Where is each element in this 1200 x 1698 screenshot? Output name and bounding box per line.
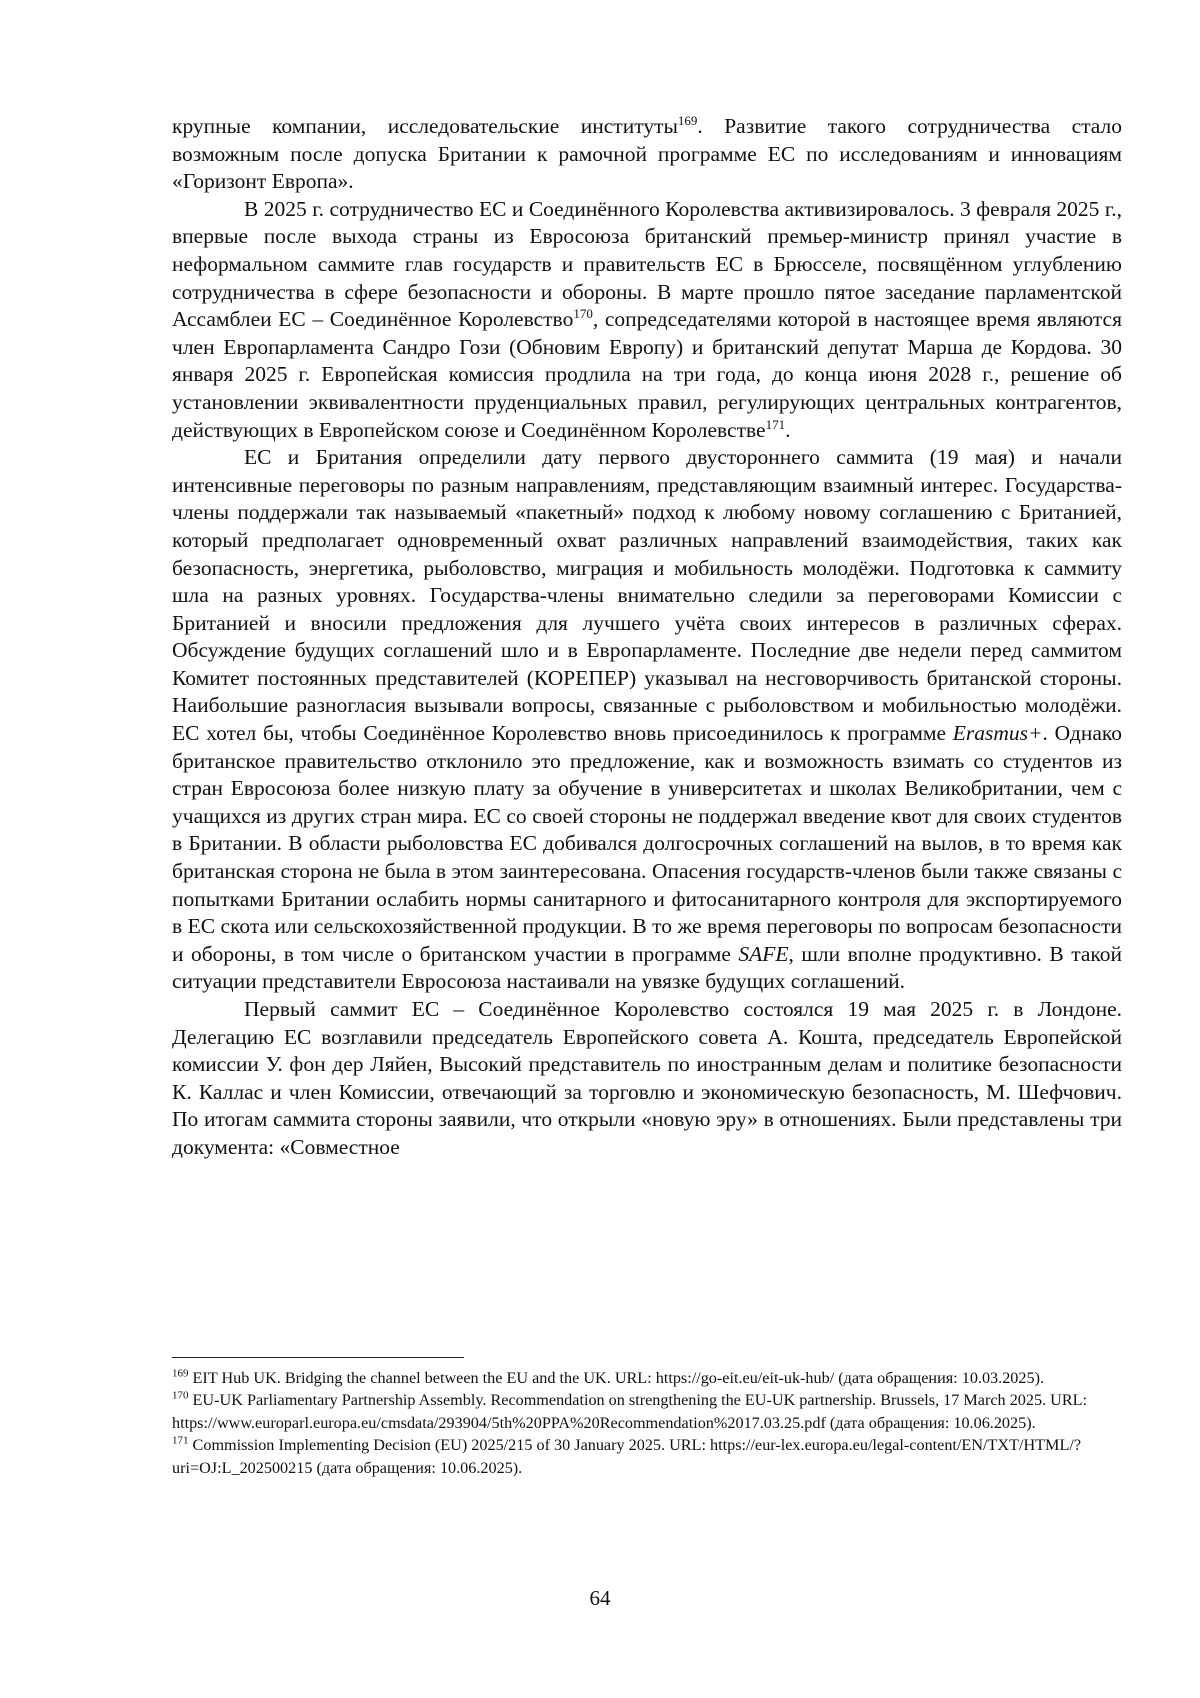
footnote-text: Commission Implementing Decision (EU) 2025/215 of 30 January 2025. URL: https://eur-lex.europa.eu/legal-content/EN/TXT/HTML/?uri=OJ:L_202500215 (дата обращения: 10.06.2025).	[172, 1436, 1082, 1477]
paragraph-2	[172, 196, 1122, 444]
footnote-number: 170	[172, 1390, 189, 1403]
footnote-171	[172, 1434, 1122, 1479]
paragraph-2-text-b: , сопредседателями которой в настоящее время являются член Европарламента Сандро Гози (Обновим Европу) и британский депутат Марша де Кордова. 30 января 2025 г. Европейская комиссия продлила на три года, до конца июня 2028 г., решение об установлении эквивалентности пруденциальных правил, регулирующих центральных контрагентов, действующих в Европейском союзе и Соединённом Королевстве	[172, 307, 1122, 442]
page-number: 64	[589, 1586, 611, 1610]
footnote-text: EIT Hub UK. Bridging the channel between the EU and the UK. URL: https://go-eit.eu/eit-uk-hub/ (дата обращения: 10.03.2025).	[188, 1369, 1045, 1387]
paragraph-1-text-a: крупные компании, исследовательские институты	[172, 114, 678, 138]
footnote-ref-169[interactable]: 169	[677, 112, 698, 128]
paragraph-2-text-a: В 2025 г. сотрудничество ЕС и Соединённого Королевства активизировалось. 3 февраля 2025 г., впервые после выхода страны из Евросоюза британский премьер-министр принял участие в неформальном саммите глав государств и правительств ЕС в Брюсселе, посвящённом углублению сотрудничества в сфере безопасности и обороны. В марте прошло пятое заседание парламентской Ассамблеи ЕС – Соединённое Королевство	[172, 196, 1122, 332]
footnote-number: 169	[172, 1367, 189, 1380]
footnote-ref-171[interactable]: 171	[765, 416, 786, 432]
paragraph-3	[172, 444, 1122, 996]
footnote-number: 171	[172, 1434, 189, 1447]
paragraph-3-text-b: . Однако британское правительство отклонило это предложение, как и возможность взимать со студентов из стран Евросоюза более низкую плату за обучение в университетах и школах Великобритании, чем с учащихся из других стран мира. ЕС со своей стороны не поддержал введение квот для своих студентов в Британии. В области рыболовства ЕС добивался долгосрочных соглашений на вылов, в то время как британская сторона не была в этом заинтересована. Опасения государств-членов были также связаны с попытками Британии ослабить нормы санитарного и фитосанитарного контроля для экспортируемого в ЕС скота или сельскохозяйственной продукции. В то же время переговоры по вопросам безопасности и обороны, в том числе о британском участии в программе	[172, 721, 1122, 966]
paragraph-2-text-c: .	[785, 417, 791, 442]
paragraph-1	[172, 113, 1122, 196]
paragraph-4-text-a: Первый саммит ЕС – Соединённое Королевство состоялся 19 мая 2025 г. в Лондоне. Делегацию ЕС возглавили председатель Европейского совета А. Кошта, председатель Европейской комиссии У. фон дер Ляйен, Высокий представитель по иностранным делам и политике безопасности К. Каллас и член Комиссии, отвечающий за торговлю и экономическую безопасность, М. Шефчович. По итогам саммита стороны заявили, что открыли «новую эру» в отношениях. Были представлены три документа: «Совместное	[172, 997, 1122, 1159]
footnote-169	[172, 1367, 1122, 1389]
footnotes	[172, 1367, 1122, 1479]
footnote-text: EU-UK Parliamentary Partnership Assembly. Recommendation on strengthening the EU-UK partnership. Brussels, 17 March 2025. URL: https://www.europarl.europa.eu/cmsdata/293904/5th%20PPA%20Recommendation%2017.03.25.pdf (дата обращения: 10.06.2025).	[172, 1391, 1088, 1432]
footnote-170	[172, 1389, 1122, 1434]
paragraph-3-text-a: ЕС и Британия определили дату первого двустороннего саммита (19 мая) и начали интенсивные переговоры по разным направлениям, представляющим взаимный интерес. Государства-члены поддержали так называемый «пакетный» подход к любому новому соглашению с Британией, который предполагает одновременный охват различных направлений взаимодействия, таких как безопасность, энергетика, рыболовство, миграция и мобильность молодёжи. Подготовка к саммиту шла на разных уровнях. Государства-члены внимательно следили за переговорами Комиссии с Британией и вносили предложения для лучшего учёта своих интересов в различных сферах. Обсуждение будущих соглашений шло и в Европарламенте. Последние две недели перед саммитом Комитет постоянных представителей (КОРЕПЕР) указывал на несговорчивость британской стороны. Наибольшие разногласия вызывали вопросы, связанные с рыболовством и мобильностью молодёжи. ЕС хотел бы, чтобы Соединённое Королевство вновь присоединилось к программе	[172, 445, 1122, 746]
footnote-ref-170[interactable]: 170	[573, 306, 593, 321]
erasmus-program-name: Erasmus+	[952, 721, 1043, 746]
footnote-separator	[172, 1357, 464, 1358]
safe-program-name: SAFE	[738, 941, 789, 966]
document-body	[172, 113, 1122, 1162]
paragraph-3-text-c: , шли вполне продуктивно. В такой ситуации представители Евросоюза настаивали на увязке будущих соглашений.	[172, 941, 1123, 994]
paragraph-4	[172, 996, 1122, 1162]
paragraph-1-text-b: . Развитие такого сотрудничества стало возможным после допуска Британии к рамочной программе ЕС по исследованиям и инновациям «Горизонт Европа».	[172, 114, 1122, 194]
